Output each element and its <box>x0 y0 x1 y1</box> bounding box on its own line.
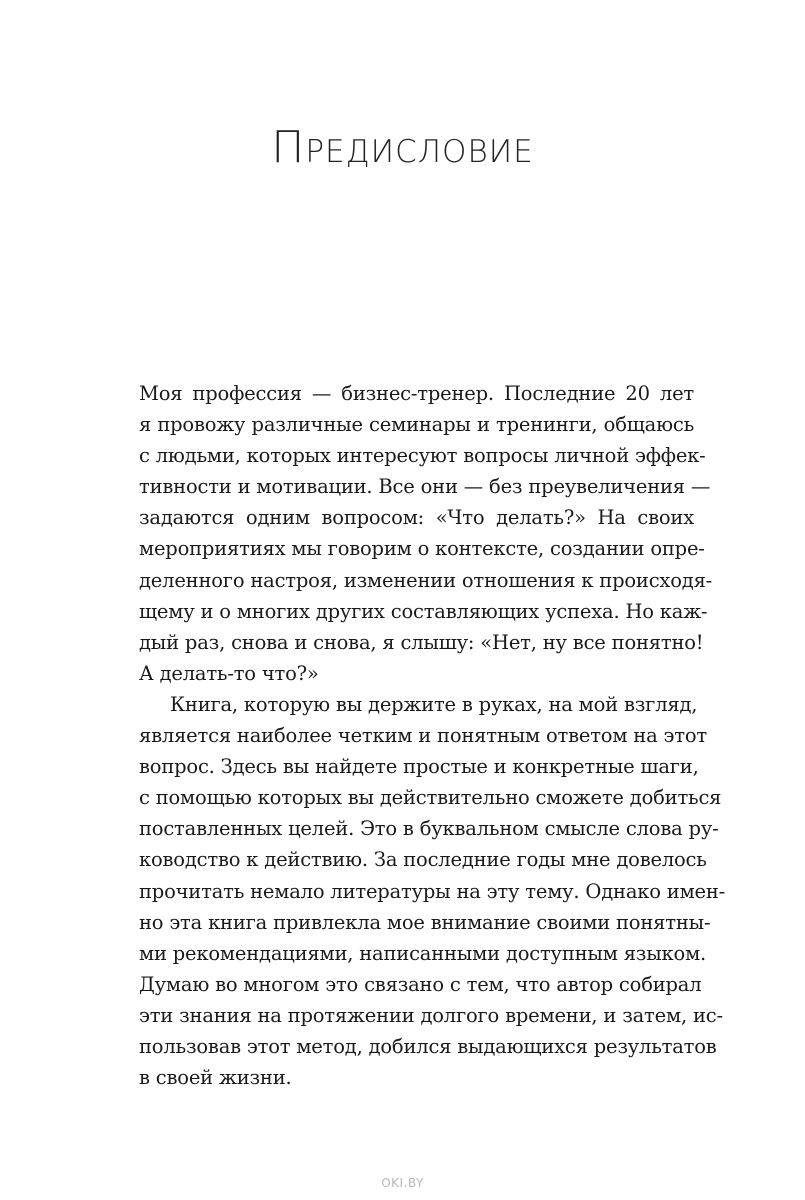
paragraph-1 <box>139 378 713 689</box>
text-line: дый раз, снова и снова, я слышу: «Нет, ну все понятно! <box>139 630 704 654</box>
text-line: эти знания на протяжении долгого времени, и затем, ис- <box>139 1003 723 1027</box>
text-line: ководство к действию. За последние годы мне довелось <box>139 848 707 872</box>
text-line: является наиболее четким и понятным ответом на этот <box>139 724 707 748</box>
text-line: с людьми, которых интересуют вопросы личной эффек- <box>139 444 706 468</box>
text-line: Моя профессия — бизнес-тренер. Последние 20 лет <box>139 382 694 405</box>
text-line: в своей жизни. <box>139 1066 292 1090</box>
text-line: с помощью которых вы действительно сможете добиться <box>139 786 722 810</box>
paragraph-2 <box>139 689 726 1093</box>
chapter-title: Предисловие <box>271 122 534 173</box>
text-line: Книга, которую вы держите в руках, на мой взгляд, <box>170 692 698 716</box>
text-line: тивности и мотивации. Все они — без преувеличения — <box>139 475 711 499</box>
text-line: поставленных целей. Это в буквальном смысле слова ру- <box>139 817 719 841</box>
text-line: мероприятиях мы говорим о контексте, создании опре- <box>139 537 705 561</box>
text-line: задаются одним вопросом: «Что делать?» На своих <box>139 506 694 530</box>
text-line: щему и о многих других составляющих успеха. Но каж- <box>139 599 708 623</box>
body-text <box>139 378 726 1093</box>
text-line: деленного настроя, изменении отношения к происходя- <box>139 568 713 592</box>
text-line: А делать-то что?» <box>139 661 319 685</box>
watermark: OKI.BY <box>381 1176 424 1190</box>
text-line: я провожу различные семинары и тренинги, общаюсь <box>139 413 694 437</box>
text-line: прочитать немало литературы на эту тему. Однако имен- <box>139 879 726 903</box>
text-line: Думаю во многом это связано с тем, что автор собирал <box>139 972 702 996</box>
text-line: пользовав этот метод, добился выдающихся результатов <box>139 1034 717 1058</box>
text-line: но эта книга привлекла мое внимание своими понятны- <box>139 910 711 934</box>
text-line: вопрос. Здесь вы найдете простые и конкретные шаги, <box>139 755 699 779</box>
text-line: ми рекомендациями, написанными доступным языком. <box>139 941 707 965</box>
